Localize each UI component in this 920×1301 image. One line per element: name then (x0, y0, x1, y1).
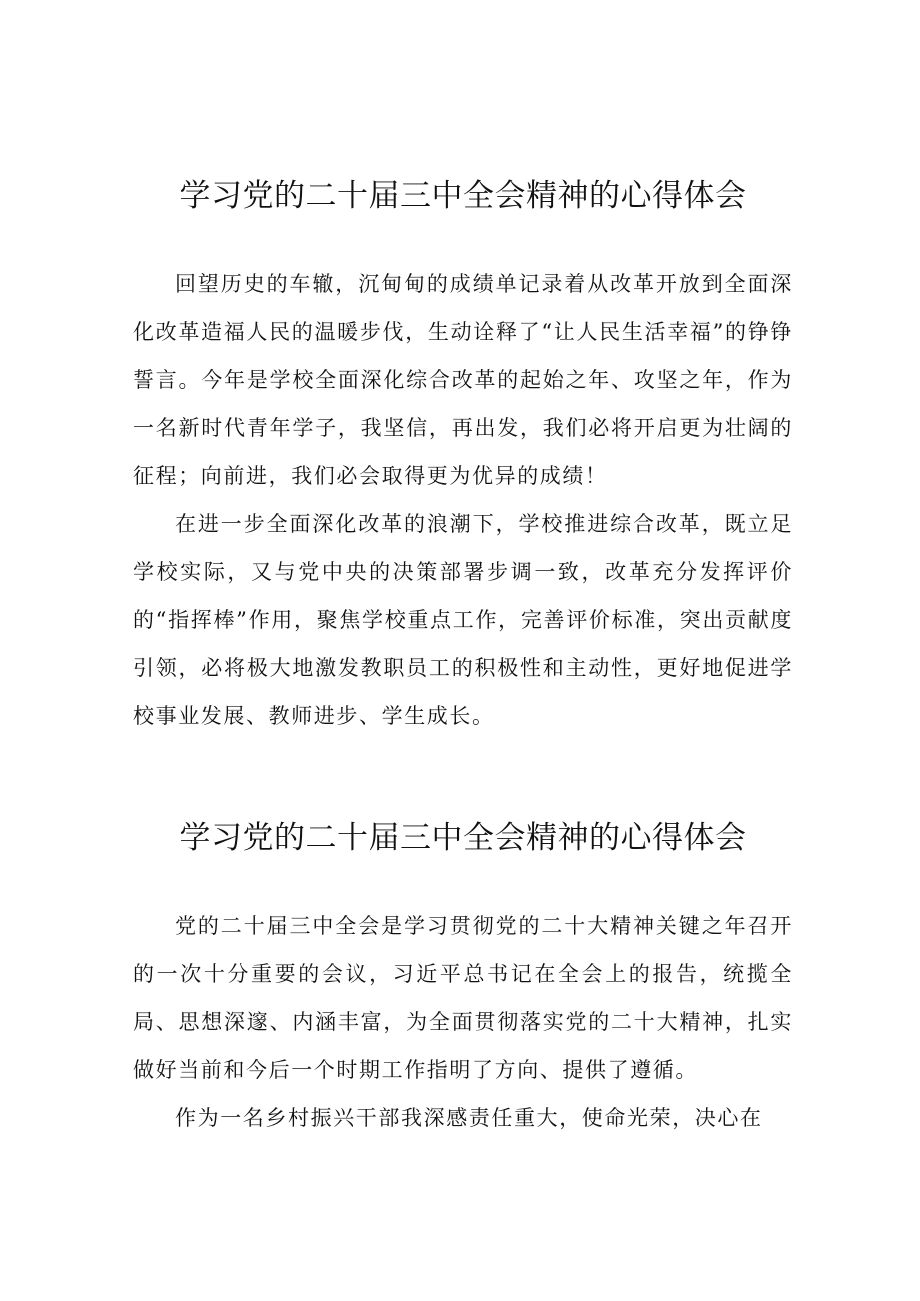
paragraph: 在进一步全面深化改革的浪潮下，学校推进综合改革，既立足学校实际，又与党中央的决策部署步调一致，改革充分发挥评价的“指挥棒”作用，聚焦学校重点工作，完善评价标准，突出贡献度引领，必将极大地激发教职员工的积极性和主动性，更好地促进学校事业发展、教师进步、学生成长。 (133, 512, 793, 728)
section-body (133, 260, 793, 740)
section-title: 学习党的二十届三中全会精神的心得体会 (179, 178, 747, 214)
section-title: 学习党的二十届三中全会精神的心得体会 (179, 820, 747, 856)
section-body (133, 902, 793, 1142)
essay-section-2 (133, 808, 793, 1142)
paragraph: 回望历史的车辙，沉甸甸的成绩单记录着从改革开放到全面深化改革造福人民的温暖步伐，生动诠释了“让人民生活幸福”的铮铮誓言。今年是学校全面深化综合改革的起始之年、攻坚之年，作为一名新时代青年学子，我坚信，再出发，我们必将开启更为壮阔的征程；向前进，我们必会取得更为优异的成绩！ (133, 272, 793, 488)
paragraph: 作为一名乡村振兴干部我深感责任重大，使命光荣，决心在 (175, 1106, 763, 1130)
paragraph: 党的二十届三中全会是学习贯彻党的二十大精神关键之年召开的一次十分重要的会议，习近平总书记在全会上的报告，统揽全局、思想深邃、内涵丰富，为全面贯彻落实党的二十大精神，扎实做好当前和今后一个时期工作指明了方向、提供了遵循。 (133, 914, 793, 1082)
essay-section-1 (133, 166, 793, 740)
